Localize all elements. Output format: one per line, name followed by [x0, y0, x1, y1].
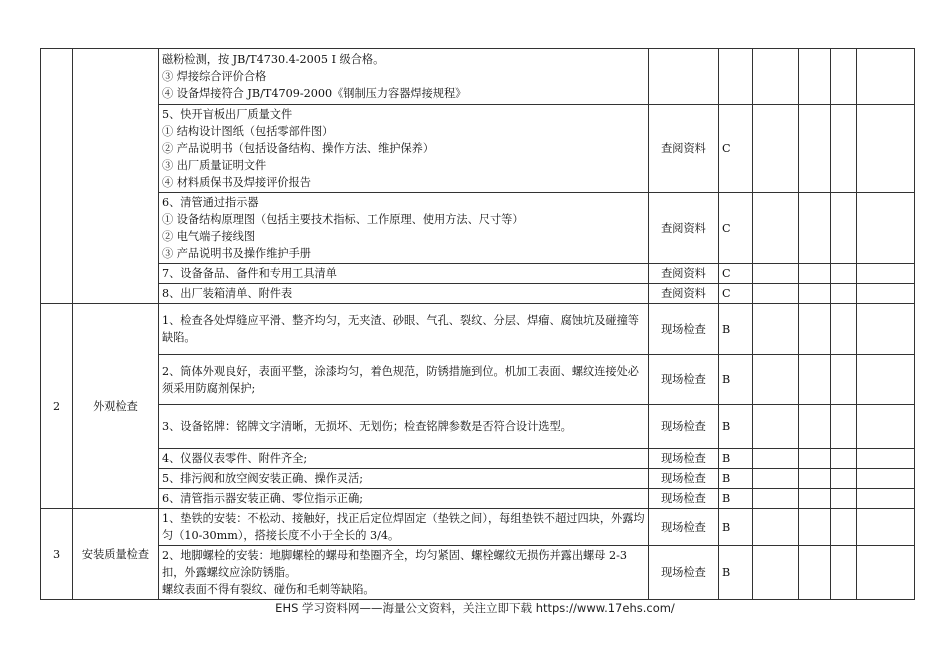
empty-cell	[753, 405, 799, 449]
table-row	[41, 193, 915, 264]
table-row	[41, 469, 915, 489]
inspection-method: 现场检查	[649, 546, 719, 600]
inspection-level: B	[719, 449, 753, 469]
inspection-category: 外观检查	[73, 304, 159, 509]
table-row	[41, 304, 915, 355]
empty-cell	[799, 304, 831, 355]
inspection-method: 查阅资料	[649, 193, 719, 264]
inspection-table	[40, 48, 915, 600]
inspection-method: 现场检查	[649, 489, 719, 509]
inspection-item	[159, 264, 649, 284]
table-row	[41, 49, 915, 105]
inspection-item	[159, 304, 649, 355]
item-line: ③ 产品说明书及操作维护手册	[162, 247, 311, 260]
empty-cell	[831, 355, 857, 405]
empty-cell	[753, 193, 799, 264]
item-line: 4、仪器仪表零件、附件齐全;	[162, 452, 308, 465]
empty-cell	[799, 49, 831, 105]
empty-cell	[799, 546, 831, 600]
item-line: 1、垫铁的安装：不松动、接触好，找正后定位焊固定（垫铁之间），每组垫铁不超过四块，外露均匀（10-30mm），搭接长度不小于全长的 3/4。	[162, 512, 645, 542]
inspection-method: 查阅资料	[649, 264, 719, 284]
inspection-method: 现场检查	[649, 405, 719, 449]
item-line: 6、清管通过指示器	[162, 196, 259, 209]
inspection-item	[159, 355, 649, 405]
empty-cell	[857, 405, 915, 449]
inspection-category	[73, 49, 159, 304]
item-line: ① 结构设计图纸（包括零部件图）	[162, 125, 334, 138]
table-body	[41, 49, 915, 600]
empty-cell	[857, 489, 915, 509]
item-line: ② 产品说明书（包括设备结构、操作方法、维护保养）	[162, 142, 435, 155]
item-line: 1、检查各处焊缝应平滑、整齐均匀，无夹渣、砂眼、气孔、裂纹、分层、焊瘤、腐蚀坑及碰撞等缺陷。	[162, 314, 639, 344]
empty-cell	[753, 284, 799, 304]
footer-text: EHS 学习资料网——海量公文资料，关注立即下载 https://www.17ehs.com/	[275, 601, 675, 615]
empty-cell	[753, 355, 799, 405]
empty-cell	[753, 469, 799, 489]
item-line: ① 设备结构原理图（包括主要技术指标、工作原理、使用方法、尺寸等）	[162, 213, 524, 226]
empty-cell	[799, 405, 831, 449]
item-line: 2、筒体外观良好，表面平整，涂漆均匀，着色规范，防锈措施到位。机加工表面、螺纹连接处必须采用防腐剂保护;	[162, 364, 639, 395]
inspection-method: 查阅资料	[649, 105, 719, 193]
empty-cell	[753, 546, 799, 600]
empty-cell	[799, 355, 831, 405]
table-row	[41, 405, 915, 449]
inspection-item	[159, 405, 649, 449]
empty-cell	[753, 509, 799, 546]
inspection-item	[159, 489, 649, 509]
empty-cell	[831, 449, 857, 469]
empty-cell	[857, 449, 915, 469]
inspection-category: 安装质量检查	[73, 509, 159, 600]
inspection-level: C	[719, 264, 753, 284]
item-line: 磁粉检测，按 JB/T4730.4-2005 Ⅰ 级合格。	[162, 53, 385, 66]
item-line: ④ 设备焊接符合 JB/T4709-2000《钢制压力容器焊接规程》	[162, 87, 467, 100]
inspection-level: B	[719, 405, 753, 449]
inspection-level: B	[719, 546, 753, 600]
empty-cell	[753, 264, 799, 284]
inspection-method: 查阅资料	[649, 284, 719, 304]
empty-cell	[753, 304, 799, 355]
item-line: 6、清管指示器安装正确、零位指示正确;	[162, 492, 364, 505]
empty-cell	[857, 284, 915, 304]
item-line: 2、地脚螺栓的安装：地脚螺栓的螺母和垫圈齐全，均匀紧固、螺栓螺纹无损伤并露出螺母 2-3 扣，外露螺纹应涂防锈脂。	[162, 549, 628, 579]
item-line: 螺纹表面不得有裂纹、碰伤和毛刺等缺陷。	[162, 583, 375, 596]
table-row	[41, 264, 915, 284]
inspection-method: 现场检查	[649, 449, 719, 469]
inspection-item	[159, 193, 649, 264]
table-row	[41, 489, 915, 509]
item-line: ④ 材料质保书及焊接评价报告	[162, 176, 311, 189]
empty-cell	[831, 264, 857, 284]
table-row	[41, 284, 915, 304]
empty-cell	[753, 49, 799, 105]
inspection-item	[159, 546, 649, 600]
item-line: ③ 出厂质量证明文件	[162, 159, 267, 172]
inspection-level: C	[719, 193, 753, 264]
row-number	[41, 49, 73, 304]
empty-cell	[831, 489, 857, 509]
item-line: ③ 焊接综合评价合格	[162, 70, 267, 83]
empty-cell	[753, 489, 799, 509]
inspection-method	[649, 49, 719, 105]
empty-cell	[831, 405, 857, 449]
empty-cell	[799, 489, 831, 509]
inspection-level: B	[719, 355, 753, 405]
inspection-item	[159, 449, 649, 469]
empty-cell	[799, 264, 831, 284]
empty-cell	[831, 509, 857, 546]
empty-cell	[857, 193, 915, 264]
inspection-level: B	[719, 469, 753, 489]
empty-cell	[857, 304, 915, 355]
item-line: 7、设备备品、备件和专用工具清单	[162, 267, 337, 280]
empty-cell	[831, 49, 857, 105]
table-row	[41, 509, 915, 546]
inspection-item	[159, 105, 649, 193]
empty-cell	[799, 105, 831, 193]
inspection-level: C	[719, 105, 753, 193]
empty-cell	[831, 105, 857, 193]
empty-cell	[831, 546, 857, 600]
empty-cell	[857, 355, 915, 405]
empty-cell	[857, 105, 915, 193]
empty-cell	[753, 449, 799, 469]
item-line: 5、快开盲板出厂质量文件	[162, 108, 293, 121]
inspection-method: 现场检查	[649, 509, 719, 546]
empty-cell	[857, 546, 915, 600]
item-line: 3、设备铭牌：铭牌文字清晰，无损坏、无划伤；检查铭牌参数是否符合设计选型。	[162, 420, 572, 433]
inspection-level: C	[719, 284, 753, 304]
inspection-item	[159, 284, 649, 304]
empty-cell	[831, 284, 857, 304]
empty-cell	[753, 105, 799, 193]
empty-cell	[831, 304, 857, 355]
inspection-level: B	[719, 509, 753, 546]
inspection-method: 现场检查	[649, 304, 719, 355]
item-line: ② 电气端子接线图	[162, 230, 256, 243]
empty-cell	[799, 469, 831, 489]
inspection-method: 现场检查	[649, 355, 719, 405]
table-row	[41, 355, 915, 405]
empty-cell	[799, 449, 831, 469]
empty-cell	[857, 469, 915, 489]
table-row	[41, 546, 915, 600]
table-row	[41, 449, 915, 469]
inspection-item	[159, 509, 649, 546]
inspection-level: B	[719, 489, 753, 509]
empty-cell	[857, 49, 915, 105]
inspection-level	[719, 49, 753, 105]
inspection-level: B	[719, 304, 753, 355]
row-number: 3	[41, 509, 73, 600]
item-line: 8、出厂装箱清单、附件表	[162, 287, 293, 300]
row-number: 2	[41, 304, 73, 509]
empty-cell	[799, 509, 831, 546]
inspection-item	[159, 49, 649, 105]
empty-cell	[799, 284, 831, 304]
empty-cell	[857, 509, 915, 546]
empty-cell	[831, 193, 857, 264]
table-row	[41, 105, 915, 193]
empty-cell	[831, 469, 857, 489]
inspection-item	[159, 469, 649, 489]
empty-cell	[857, 264, 915, 284]
empty-cell	[799, 193, 831, 264]
item-line: 5、排污阀和放空阀安装正确、操作灵活;	[162, 472, 364, 485]
inspection-method: 现场检查	[649, 469, 719, 489]
